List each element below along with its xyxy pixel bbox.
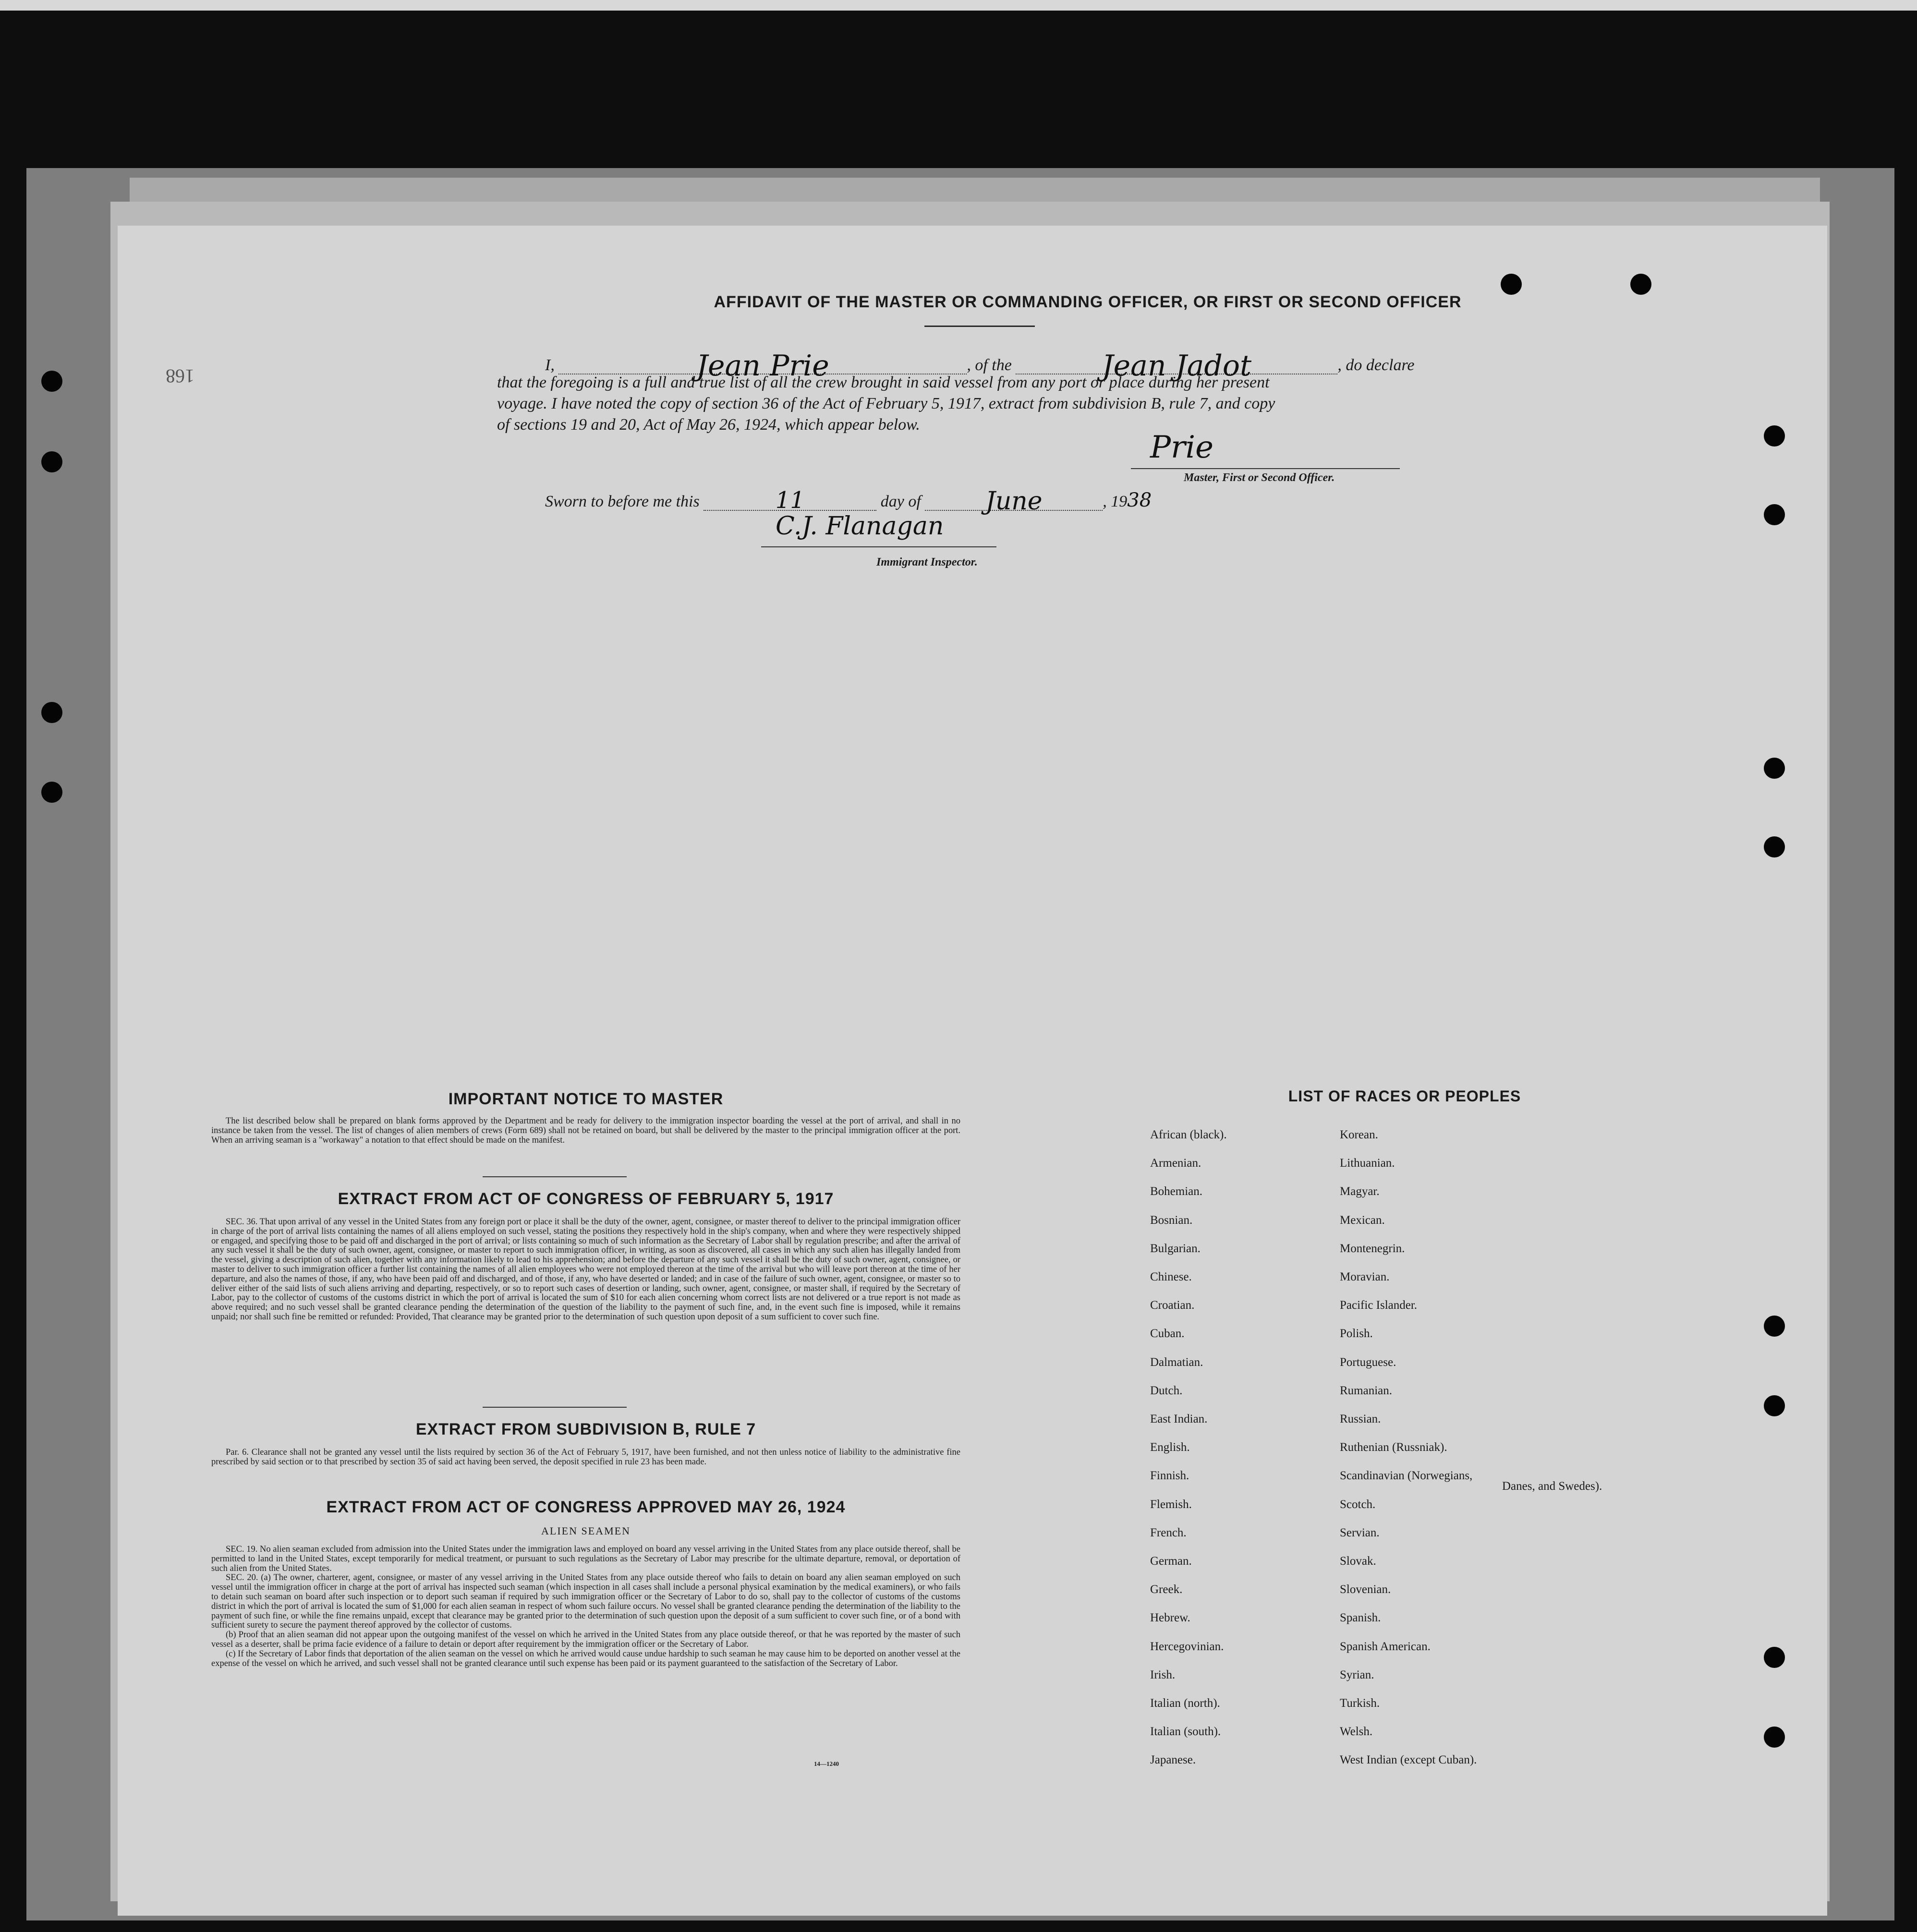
officer-label: Master, First or Second Officer. (1184, 471, 1335, 484)
inspector-signature: C.J. Flanagan (776, 512, 944, 541)
sworn-mid: day of (880, 493, 921, 510)
section-20b-paragraph: (b) Proof that an alien seaman did not appear upon the outgoing manifest of the vessel on which he arrived in the United States from any place outside thereof, or that he was reported by the master of such vessel as a deserter, shall be prima facie evidence of a failure to detain or deport after requirement by the immigration officer or the Secretary of Labor. (211, 1630, 960, 1649)
extract-1917-text (211, 1218, 960, 1322)
notice-title: IMPORTANT NOTICE TO MASTER (448, 1090, 724, 1108)
extract-1924-text (211, 1545, 960, 1668)
race-item: Hebrew. (1150, 1611, 1190, 1625)
punch-hole (41, 702, 62, 723)
race-item: Korean. (1340, 1128, 1378, 1141)
sworn-prefix: Sworn to before me this (545, 493, 700, 510)
race-item: Russian. (1340, 1413, 1381, 1425)
race-item: Lithuanian. (1340, 1157, 1395, 1170)
officer-signature: Prie (1150, 430, 1213, 465)
race-item: Croatian. (1150, 1299, 1195, 1312)
notice-text (211, 1117, 960, 1145)
race-item: Moravian. (1340, 1270, 1390, 1283)
race-item: Mexican. (1340, 1213, 1385, 1227)
punch-hole (1764, 836, 1785, 857)
punch-hole (1764, 1395, 1785, 1416)
punch-hole (1764, 1316, 1785, 1337)
race-item: French. (1150, 1526, 1187, 1539)
race-item: African (black). (1150, 1128, 1227, 1141)
race-item: Slovenian. (1340, 1583, 1391, 1596)
race-item: Dutch. (1150, 1384, 1183, 1397)
sworn-year-prefix: , 19 (1103, 493, 1128, 510)
race-item: Turkish. (1340, 1697, 1380, 1710)
race-item: Italian (north). (1150, 1697, 1220, 1710)
section-19-paragraph: SEC. 19. No alien seaman excluded from admission into the United States under the immigration laws and employed on board any vessel arriving in the United States from any place outside thereof, shall be permitted to land in the United States, except temporarily for medical treatment, or pursuant to such regulations as the Secretary of Labor may prescribe for the ultimate departure, removal, or deportation of such alien from the United States. (211, 1545, 960, 1573)
declaration-line-2: that the foregoing is a full and true list of all the crew brought in said vessel from any port or place during her present (497, 374, 1270, 391)
title-rule (924, 326, 1035, 327)
notice-rule (483, 1176, 627, 1177)
extract-1924-title: EXTRACT FROM ACT OF CONGRESS APPROVED MAY 26, 1924 (326, 1498, 846, 1516)
alien-seamen-subhead: ALIEN SEAMEN (541, 1525, 631, 1537)
race-item: Magyar. (1340, 1185, 1380, 1198)
race-scandinavian-continued: Danes, and Swedes). (1502, 1480, 1602, 1493)
sworn-line (545, 487, 1152, 516)
section-20c-paragraph: (c) If the Secretary of Labor finds that deportation of the alien seaman on the vessel on which he arrived would cause undue hardship to such seaman he may cause him to be deported on another vessel at the expense of the vessel on which he arrived, and such vessel shall not be granted clearance until such expense has been paid or its payment guaranteed to the satisfaction of the Secretary of Labor. (211, 1649, 960, 1668)
race-item: Cuban. (1150, 1327, 1185, 1340)
race-item: Syrian. (1340, 1668, 1374, 1681)
sworn-year-handwritten: 38 (1127, 489, 1152, 511)
race-item: Dalmatian. (1150, 1355, 1203, 1369)
races-title: LIST OF RACES OR PEOPLES (1288, 1087, 1521, 1105)
master-name-handwritten: Jean Prie (696, 349, 829, 383)
punch-hole (41, 451, 62, 472)
affidavit-title: AFFIDAVIT OF THE MASTER OR COMMANDING OFFICER, OR FIRST OR SECOND OFFICER (714, 293, 1462, 311)
punch-hole (1764, 504, 1785, 525)
race-item: Spanish American. (1340, 1640, 1431, 1653)
race-item: Greek. (1150, 1583, 1183, 1596)
race-item: Irish. (1150, 1668, 1176, 1681)
sworn-day-handwritten: 11 (775, 487, 805, 514)
form-number: 14—1240 (814, 1760, 839, 1767)
master-name-field (558, 349, 967, 383)
race-item: Portuguese. (1340, 1355, 1396, 1369)
section-36-paragraph: SEC. 36. That upon arrival of any vessel in the United States from any foreign port or place it shall be the duty of the owner, agent, consignee, or master thereof to deliver to the principal immigration officer in charge of the port of arrival lists containing the names of all aliens employed on such vessel, stating the positions they respectively hold in the ship's company, when and where they were respectively shipped or engaged, and specifying those to be paid off and discharged in the port of arrival; or lists containing so much of such information as the Secretary of Labor shall by regulation prescribe; and after the arrival of any such vessel it shall be the duty of such owner, agent, consignee, or master to report to such immigration officer, in writing, as soon as discovered, all cases in which any such alien has illegally landed from the vessel, giving a description of such alien, together with any information likely to lead to his apprehension; and before the departure of any such vessel it shall be the duty of such owner, agent, consignee, or master to deliver to such immigration officer a further list containing the names of all alien employees who were not employed thereon at the time of the arrival but who will leave port thereon at the time of her departure, and also the names of those, if any, who have been paid off and discharged, and of those, if any, who have deserted or landed; and in case of the failure of such owner, agent, consignee, or master so to deliver either of the said lists of such aliens arriving and departing, respectively, or so to report such cases of desertion or landing, such owner, agent, consignee, or master shall, if required by the Secretary of Labor, pay to the collector of customs of the customs district in which the port of arrival is located the sum of $10 for each alien concerning whom correct lists are not delivered or a true report is not made as above required; and no such vessel shall be granted clearance pending the determination of the question of the liability to the payment of such fine, and, in the event such fine is imposed, while it remains unpaid; nor shall such fine be remitted or refunded: Provided, That clearance may be granted prior to the determination of such question upon deposit of a sum sufficient to cover such fine. (211, 1217, 960, 1322)
officer-signature-line (1131, 468, 1400, 469)
race-item: Welsh. (1340, 1725, 1373, 1739)
race-item: Flemish. (1150, 1497, 1192, 1511)
declaration-line-3: voyage. I have noted the copy of section 36 of the Act of February 5, 1917, extract from subdivision B, rule 7, and copy (497, 395, 1275, 412)
declaration-prefix: I, (545, 356, 555, 374)
race-item: Bosnian. (1150, 1213, 1193, 1227)
punch-hole (1630, 274, 1651, 295)
sworn-day-field (704, 487, 876, 514)
inspector-label: Immigrant Inspector. (876, 556, 978, 568)
race-item: Servian. (1340, 1526, 1380, 1539)
rule7-title: EXTRACT FROM SUBDIVISION B, RULE 7 (415, 1420, 756, 1438)
race-item: West Indian (except Cuban). (1340, 1753, 1477, 1767)
race-item: Montenegrin. (1340, 1242, 1405, 1255)
punch-hole (1501, 274, 1522, 295)
race-item: German. (1150, 1555, 1192, 1568)
race-item: Scotch. (1340, 1497, 1376, 1511)
declaration-line-4: of sections 19 and 20, Act of May 26, 1924, which appear below. (497, 416, 920, 434)
film-edge (0, 0, 1917, 11)
vessel-name-field (1016, 349, 1337, 383)
punch-hole (41, 782, 62, 803)
notice-paragraph: The list described below shall be prepared on blank forms approved by the Department and be ready for delivery to the immigration inspector boarding the vessel at the port of arrival, and shall in no instance be taken from the vessel. The list of changes of alien members of crews (Form 689) shall not be retained on board, but shall be delivered by the master to the principal immigration officer at the port. When an arriving seaman is a "workaway" a notation to that effect should be made on the manifest. (211, 1116, 960, 1145)
page-number: 168 (166, 365, 194, 387)
race-item: Scandinavian (Norwegians, (1340, 1469, 1473, 1483)
declaration-suffix: , do declare (1337, 356, 1415, 374)
race-item: Armenian. (1150, 1157, 1201, 1170)
punch-hole (1764, 425, 1785, 447)
affidavit-page (118, 226, 1827, 1916)
sworn-month-field (925, 487, 1103, 516)
extract-1917-rule (483, 1407, 627, 1408)
vessel-name-handwritten: Jean Jadot (1102, 349, 1252, 383)
race-item: Slovak. (1340, 1555, 1376, 1568)
extract-1917-title: EXTRACT FROM ACT OF CONGRESS OF FEBRUARY 5, 1917 (338, 1190, 834, 1208)
punch-hole (1764, 758, 1785, 779)
race-item: East Indian. (1150, 1413, 1208, 1425)
race-item: Ruthenian (Russniak). (1340, 1441, 1447, 1454)
race-item: Japanese. (1150, 1753, 1196, 1767)
declaration-line-1 (545, 349, 1415, 383)
race-item: Pacific Islander. (1340, 1299, 1418, 1312)
sworn-month-handwritten: June (985, 487, 1043, 516)
punch-hole (41, 371, 62, 392)
rule7-text (211, 1448, 960, 1467)
rule7-paragraph: Par. 6. Clearance shall not be granted any vessel until the lists required by section 36 of the Act of February 5, 1917, have been furnished, and not then unless notice of liability to the administrative fine prescribed by said section or to that prescribed by section 35 of said act having been served, the deposit specified in rule 23 has been made. (211, 1448, 960, 1467)
race-item: Spanish. (1340, 1611, 1381, 1625)
declaration-mid: , of the (967, 356, 1012, 374)
race-item: English. (1150, 1441, 1190, 1454)
punch-hole (1764, 1647, 1785, 1668)
race-item: Finnish. (1150, 1469, 1189, 1483)
inspector-signature-line (761, 546, 996, 547)
race-item: Chinese. (1150, 1270, 1192, 1283)
punch-hole (1764, 1727, 1785, 1748)
race-item: Polish. (1340, 1327, 1373, 1340)
race-item: Bohemian. (1150, 1185, 1203, 1198)
section-20a-paragraph: SEC. 20. (a) The owner, charterer, agent, consignee, or master of any vessel arriving in the United States from any place outside thereof who fails to detain on board any alien seaman employed on such vessel until the immigration officer in charge at the port of arrival has inspected such seaman (which inspection in all cases shall include a personal physical examination by the medical examiners), or who fails to detain such seaman on board after such inspection or to deport such seaman if required by such immigration officer or the Secretary of Labor to do so, shall pay to the collector of customs of the customs district in which the port of arrival is located the sum of $1,000 for each alien seaman in respect of whom such failure occurs. No vessel shall be granted clearance pending the determination of the liability to the payment of such fine, or while the fine remains unpaid, except that clearance may be granted prior to the determination of such question upon the deposit of a sum sufficient to cover such fine, or of a bond with sufficient surety to secure the payment thereof approved by the collector of customs. (211, 1573, 960, 1630)
race-item: Rumanian. (1340, 1384, 1393, 1397)
race-item: Bulgarian. (1150, 1242, 1201, 1255)
race-item: Italian (south). (1150, 1725, 1221, 1739)
race-item: Hercegovinian. (1150, 1640, 1224, 1653)
